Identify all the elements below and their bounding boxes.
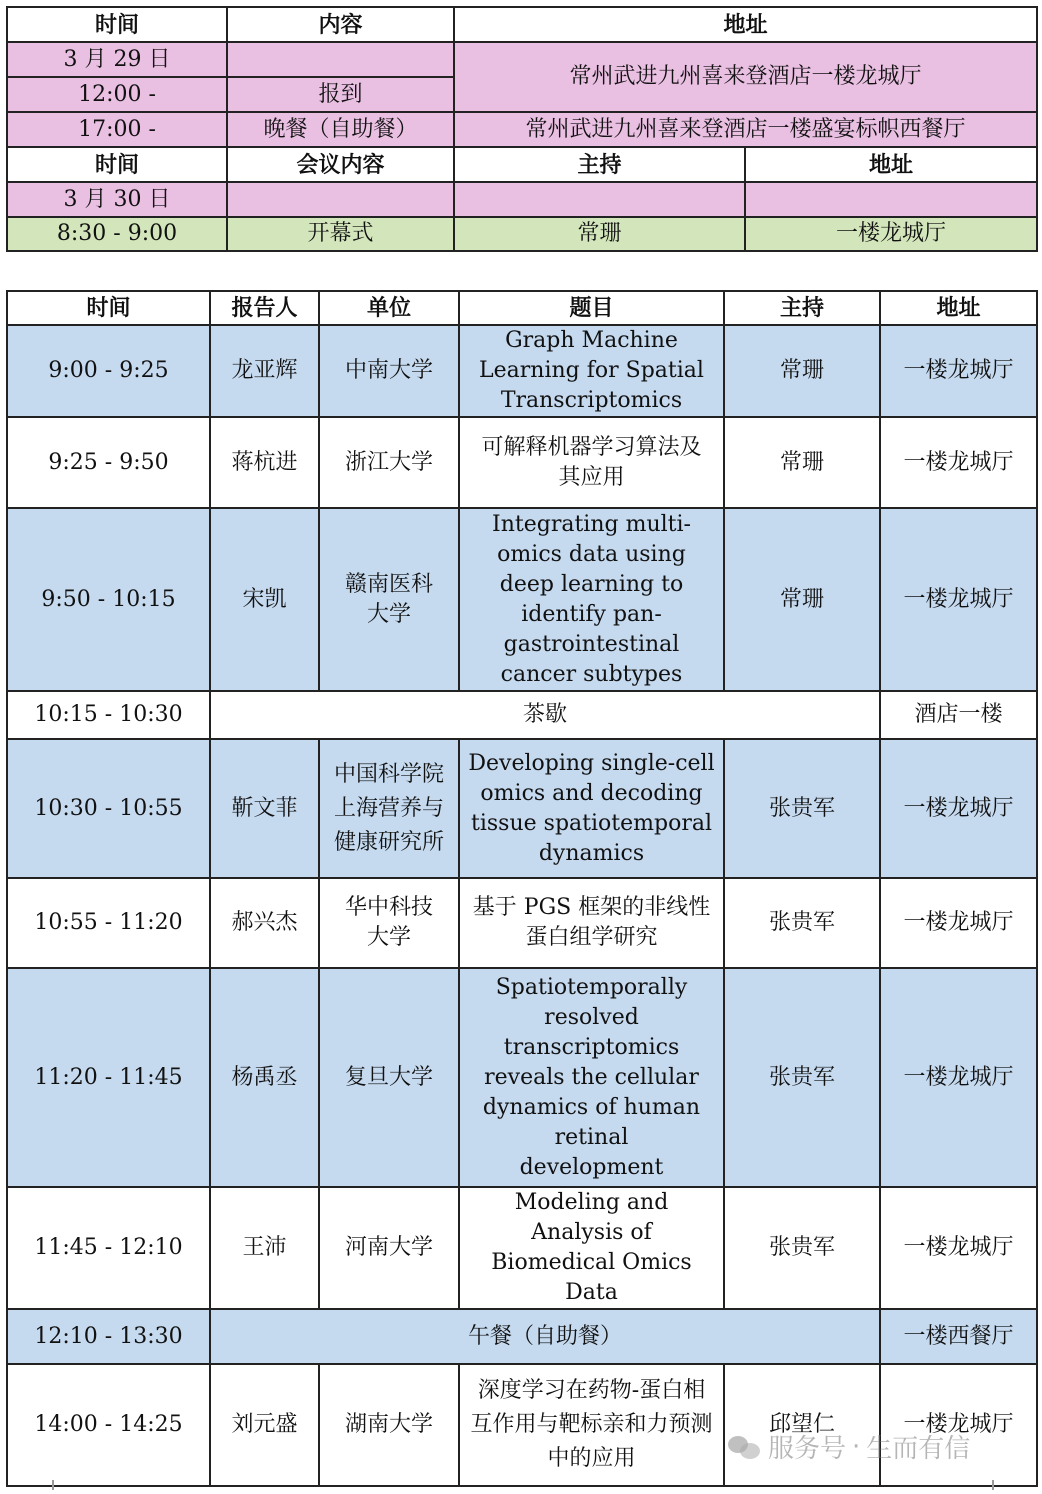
page-corner-mark — [992, 1480, 994, 1490]
talk-title: Integrating multi-omics data using deep learning to identify pan-gastrointestinal cancer subtypes — [459, 508, 724, 691]
col-speaker: 报告人 — [210, 291, 319, 325]
registration-schedule-table — [6, 6, 1038, 252]
opening-time: 8:30 - 9:00 — [7, 217, 227, 251]
talk-address: 一楼龙城厅 — [880, 417, 1037, 508]
checkin-time: 12:00 - — [7, 77, 227, 112]
wechat-icon — [728, 1434, 762, 1460]
opening-address: 一楼龙城厅 — [745, 217, 1037, 251]
talk-host: 常珊 — [724, 508, 880, 691]
table-row — [7, 508, 1037, 691]
table-row — [7, 417, 1037, 508]
talk-host: 常珊 — [724, 417, 880, 508]
dinner-row — [7, 112, 1037, 147]
empty-cell — [454, 182, 745, 217]
page-corner-mark — [52, 1480, 54, 1490]
watermark-separator: · — [852, 1431, 861, 1462]
talk-title: 可解释机器学习算法及其应用 — [459, 417, 724, 508]
talk-unit: 赣南医科大学 — [319, 508, 459, 691]
break-time: 10:15 - 10:30 — [7, 691, 210, 739]
col-host: 主持 — [724, 291, 880, 325]
talk-host: 张贵军 — [724, 878, 880, 968]
talk-title: Spatiotemporally resolved transcriptomics reveals the cellular dynamics of human retinal development — [459, 968, 724, 1187]
talk-time: 14:00 - 14:25 — [7, 1364, 210, 1486]
tea-break-row — [7, 691, 1037, 739]
watermark-account-name: 生而有信 — [866, 1434, 971, 1464]
talk-time: 10:55 - 11:20 — [7, 878, 210, 968]
header-content: 内容 — [227, 7, 454, 42]
table1-header-row — [7, 7, 1037, 42]
talk-title: 深度学习在药物-蛋白相互作用与靶标亲和力预测中的应用 — [459, 1364, 724, 1486]
subheader-address: 地址 — [745, 147, 1037, 182]
empty-cell — [745, 182, 1037, 217]
talk-time: 10:30 - 10:55 — [7, 739, 210, 878]
talk-title: Modeling and Analysis of Biomedical Omics Data — [459, 1187, 724, 1309]
talk-address: 一楼龙城厅 — [880, 325, 1037, 417]
talk-address: 一楼龙城厅 — [880, 878, 1037, 968]
header-time: 时间 — [7, 7, 227, 42]
talk-speaker: 宋凯 — [210, 508, 319, 691]
dinner-time: 17:00 - — [7, 112, 227, 147]
col-title: 题目 — [459, 291, 724, 325]
table2-header-row — [7, 291, 1037, 325]
dinner-address: 常州武进九州喜来登酒店一楼盛宴标帜西餐厅 — [454, 112, 1037, 147]
col-time: 时间 — [7, 291, 210, 325]
talk-speaker: 杨禹丞 — [210, 968, 319, 1187]
talk-unit: 华中科技大学 — [319, 878, 459, 968]
report-schedule-table — [6, 290, 1038, 1487]
talk-address: 一楼龙城厅 — [880, 1187, 1037, 1309]
checkin-content: 报到 — [227, 77, 454, 112]
table-row — [7, 739, 1037, 878]
talk-speaker: 王沛 — [210, 1187, 319, 1309]
talk-title: Graph Machine Learning for Spatial Transcriptomics — [459, 325, 724, 417]
talk-speaker: 郝兴杰 — [210, 878, 319, 968]
talk-host: 张贵军 — [724, 1187, 880, 1309]
date-row-march-30 — [7, 182, 1037, 217]
talk-host: 常珊 — [724, 325, 880, 417]
talk-unit: 河南大学 — [319, 1187, 459, 1309]
talk-address: 一楼龙城厅 — [880, 1364, 1037, 1486]
subheader-time: 时间 — [7, 147, 227, 182]
dinner-content: 晚餐（自助餐） — [227, 112, 454, 147]
opening-host: 常珊 — [454, 217, 745, 251]
table-row — [7, 1364, 1037, 1486]
watermark — [728, 1428, 970, 1465]
talk-unit: 中国科学院上海营养与健康研究所 — [319, 739, 459, 878]
watermark-label: 服务号 — [768, 1434, 847, 1464]
col-unit: 单位 — [319, 291, 459, 325]
talk-unit: 浙江大学 — [319, 417, 459, 508]
date-cell: 3 月 30 日 — [7, 182, 227, 217]
talk-address: 一楼龙城厅 — [880, 739, 1037, 878]
break-content: 茶歇 — [210, 691, 880, 739]
break-time: 12:10 - 13:30 — [7, 1309, 210, 1364]
talk-host: 邱望仁 — [724, 1364, 880, 1486]
table-row — [7, 1187, 1037, 1309]
talk-host: 张贵军 — [724, 968, 880, 1187]
date-cell: 3 月 29 日 — [7, 42, 227, 77]
talk-title: 基于 PGS 框架的非线性蛋白组学研究 — [459, 878, 724, 968]
talk-speaker: 靳文菲 — [210, 739, 319, 878]
talk-address: 一楼龙城厅 — [880, 968, 1037, 1187]
subheader-host: 主持 — [454, 147, 745, 182]
talk-speaker: 蒋杭进 — [210, 417, 319, 508]
checkin-address: 常州武进九州喜来登酒店一楼龙城厅 — [454, 42, 1037, 112]
subheader-content: 会议内容 — [227, 147, 454, 182]
table-row — [7, 325, 1037, 417]
break-content: 午餐（自助餐） — [210, 1309, 880, 1364]
empty-cell — [227, 182, 454, 217]
break-address: 酒店一楼 — [880, 691, 1037, 739]
table1-subheader-row — [7, 147, 1037, 182]
break-address: 一楼西餐厅 — [880, 1309, 1037, 1364]
talk-time: 11:20 - 11:45 — [7, 968, 210, 1187]
header-address: 地址 — [454, 7, 1037, 42]
date-row-march-29 — [7, 42, 1037, 77]
talk-speaker: 龙亚辉 — [210, 325, 319, 417]
talk-time: 9:00 - 9:25 — [7, 325, 210, 417]
talk-unit: 湖南大学 — [319, 1364, 459, 1486]
talk-title: Developing single-cell omics and decoding tissue spatiotemporal dynamics — [459, 739, 724, 878]
talk-host: 张贵军 — [724, 739, 880, 878]
lunch-row — [7, 1309, 1037, 1364]
talk-unit: 中南大学 — [319, 325, 459, 417]
empty-cell — [227, 42, 454, 77]
talk-time: 9:25 - 9:50 — [7, 417, 210, 508]
opening-content: 开幕式 — [227, 217, 454, 251]
table-row — [7, 968, 1037, 1187]
talk-time: 11:45 - 12:10 — [7, 1187, 210, 1309]
talk-unit: 复旦大学 — [319, 968, 459, 1187]
col-address: 地址 — [880, 291, 1037, 325]
table-row — [7, 878, 1037, 968]
talk-time: 9:50 - 10:15 — [7, 508, 210, 691]
opening-row — [7, 217, 1037, 251]
talk-address: 一楼龙城厅 — [880, 508, 1037, 691]
talk-speaker: 刘元盛 — [210, 1364, 319, 1486]
